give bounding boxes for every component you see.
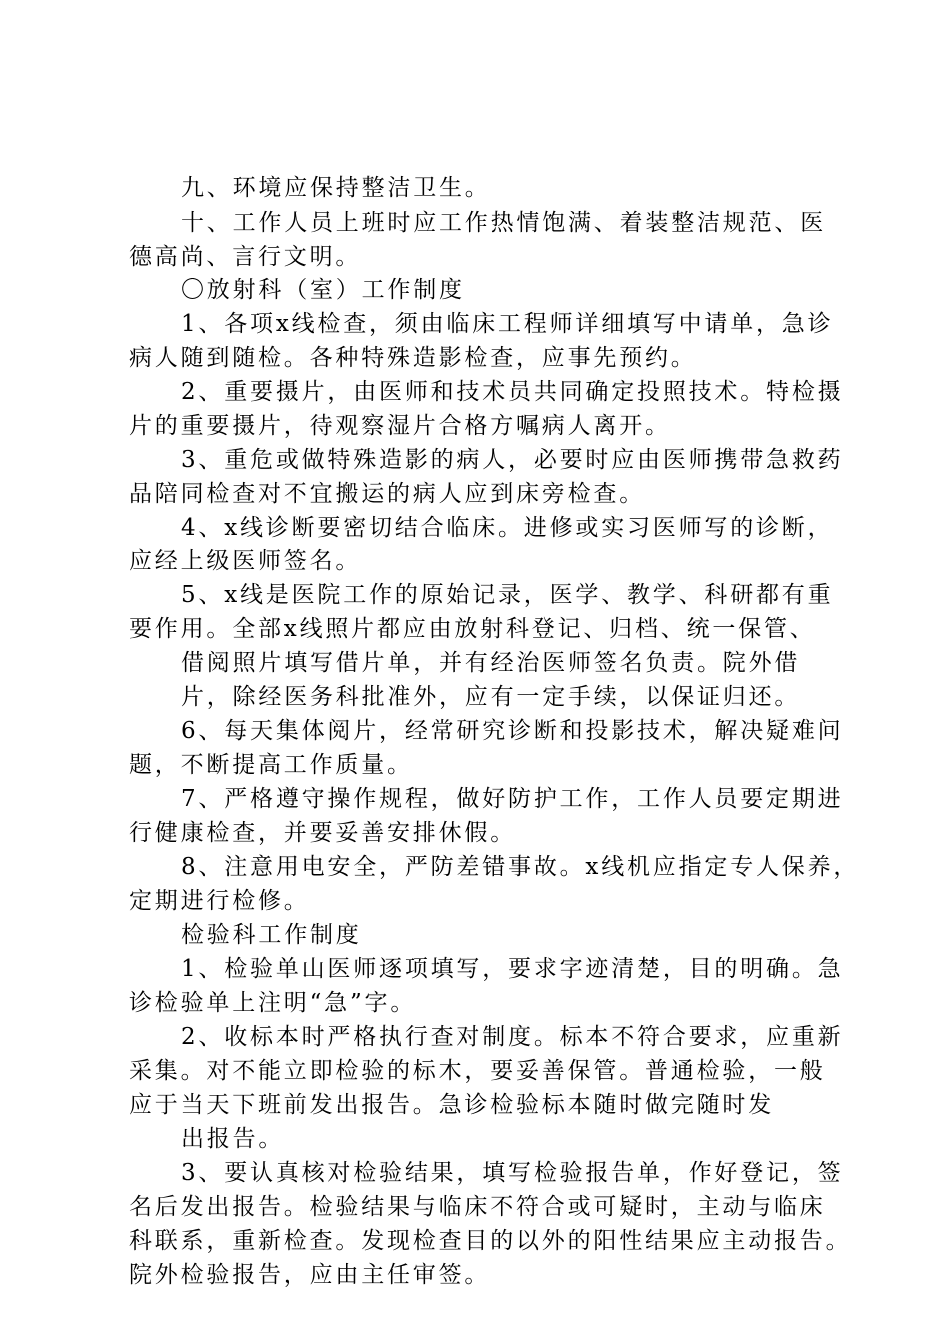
paragraph-line: 德高尚、言行文明。	[129, 244, 362, 270]
paragraph-line: 采集。对不能立即检验的标木，要妥善保管。普通检验，一般	[129, 1058, 826, 1084]
paragraph-line: 十、工作人员上班时应工作热情饱满、着装整洁规范、医	[181, 210, 826, 236]
paragraph-line: 九、环境应保持整洁卫生。	[181, 175, 491, 201]
paragraph-line: 片，除经医务科批准外，应有一定手续，以保证归还。	[181, 684, 801, 710]
paragraph-line: 定期进行检修。	[129, 888, 310, 914]
paragraph-line: 科联系，重新检查。发现检查目的以外的阳性结果应主动报告。	[129, 1228, 852, 1254]
paragraph-line: 应于当天下班前发出报告。急诊检验标本随时做完随时发	[129, 1092, 774, 1118]
paragraph-line: 片的重要摄片，待观察湿片合格方嘱病人离开。	[129, 413, 671, 439]
paragraph-line: 诊检验单上注明“急”字。	[129, 990, 417, 1016]
paragraph-line: 7、严格遵守操作规程，做好防护工作，工作人员要定期进	[181, 786, 844, 812]
paragraph-line: 应经上级医师签名。	[129, 548, 362, 574]
paragraph-line: 2、收标本时严格执行查对制度。标本不符合要求，应重新	[181, 1024, 844, 1050]
paragraph-line: 1、各项x线检查，须由临床工程师详细填写中请单，急诊	[181, 311, 834, 337]
paragraph-line: 3、要认真核对检验结果，填写检验报告单，作好登记，签	[181, 1160, 844, 1186]
paragraph-line: 5、x线是医院工作的原始记录，医学、教学、科研都有重	[181, 582, 834, 608]
paragraph-line: 要作用。全部x线照片都应由放射科登记、归档、统一保管、	[129, 616, 816, 642]
paragraph-line: 2、重要摄片，由医师和技术员共同确定投照技术。特检摄	[181, 379, 844, 405]
paragraph-line: 题，不断提高工作质量。	[129, 752, 413, 778]
paragraph-line: 8、注意用电安全，严防差错事故。x线机应指定专人保养，	[181, 854, 860, 880]
paragraph-line: 病人随到随检。各种特殊造影检查，应事先预约。	[129, 345, 697, 371]
section-heading: 检验科工作制度	[181, 922, 362, 948]
section-heading: 〇放射科（室）工作制度	[181, 277, 465, 303]
paragraph-line: 名后发出报告。检验结果与临床不符合或可疑时，主动与临床	[129, 1194, 826, 1220]
paragraph-line: 行健康检查，并要妥善安排休假。	[129, 820, 516, 846]
paragraph-line: 3、重危或做特殊造影的病人，必要时应由医师携带急救药	[181, 447, 844, 473]
paragraph-line: 院外检验报告，应由主任审签。	[129, 1262, 491, 1288]
paragraph-line: 出报告。	[181, 1126, 285, 1152]
paragraph-line: 1、检验单山医师逐项填写，要求字迹清楚，目的明确。急	[181, 956, 844, 982]
paragraph-line: 借阅照片填写借片单，并有经治医师签名负责。院外借	[181, 650, 801, 676]
paragraph-line: 6、每天集体阅片，经常研究诊断和投影技术，解决疑难问	[181, 718, 844, 744]
paragraph-line: 品陪同检查对不宜搬运的病人应到床旁检查。	[129, 481, 645, 507]
paragraph-line: 4、x线诊断要密切结合临床。进修或实习医师写的诊断，	[181, 515, 834, 541]
